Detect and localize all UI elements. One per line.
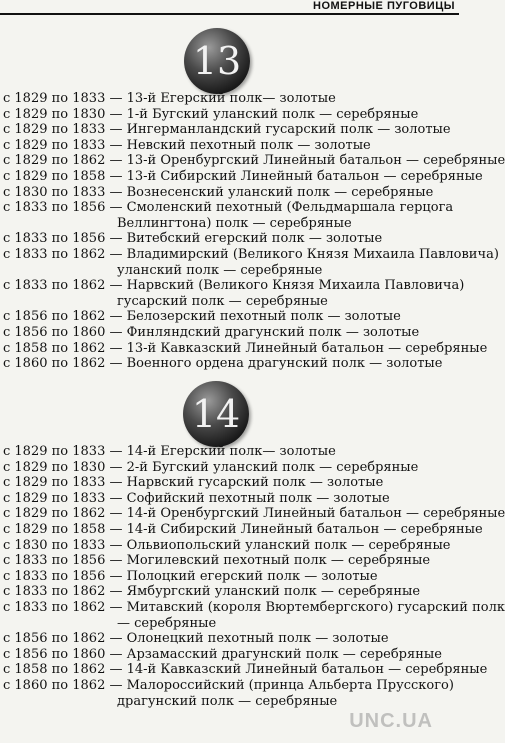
list-item-line (3, 91, 455, 107)
date-range: с 1829 по 1830 — (3, 459, 123, 475)
date-range: с 1829 по 1833 — (3, 490, 123, 506)
regiment-list-13 (3, 91, 505, 372)
date-range: с 1829 по 1833 — (3, 444, 123, 459)
date-range: с 1829 по 1862 — (3, 506, 123, 522)
date-range: с 1833 по 1862 — (3, 278, 123, 294)
list-item-line (3, 356, 455, 372)
list-item (3, 491, 455, 507)
number-badge-13: 13 (184, 28, 250, 94)
regiment-name: Вознесенский уланский полк — серебряные (126, 184, 434, 200)
header-rule (0, 13, 459, 15)
regiment-name: Невский пехотный полк — золотые (126, 137, 371, 153)
date-range: с 1829 по 1858 — (3, 168, 123, 184)
date-range: с 1856 по 1862 — (3, 309, 123, 325)
date-range: с 1860 по 1862 — (3, 356, 123, 372)
list-item (3, 460, 455, 476)
list-item (3, 647, 455, 663)
regiment-name: Смоленский пехотный (Фельдмаршала герцога (126, 200, 454, 216)
list-item-line (3, 521, 483, 538)
list-item (3, 200, 455, 231)
list-item (3, 246, 499, 278)
list-item (3, 553, 455, 569)
date-range: с 1833 по 1856 — (3, 200, 123, 216)
date-range: с 1830 по 1833 — (3, 184, 123, 200)
list-item (3, 506, 505, 522)
regiment-name: 13-й Оренбургский Линейный батальон — серебряные (126, 153, 505, 169)
list-item-line (3, 246, 499, 263)
list-item-line (3, 678, 455, 694)
date-range: с 1830 по 1833 — (3, 537, 123, 553)
list-item-line (3, 107, 455, 123)
running-header: НОМЕРНЫЕ ПУГОВИЦЫ (313, 0, 455, 12)
regiment-name-continuation: гусарский полк — серебряные (117, 293, 328, 309)
list-item (3, 475, 455, 491)
list-item-line (3, 584, 455, 600)
regiment-name: Владимирский (Великого Князя Михаила Павловича) (126, 246, 499, 262)
list-item-line (3, 122, 455, 138)
regiment-name: Полоцкий егерский полк — золотые (126, 568, 378, 584)
list-item-line (3, 185, 455, 201)
list-item-line (3, 506, 505, 522)
regiment-name: Финляндский драгунский полк — золотые (126, 324, 420, 340)
date-range: с 1858 по 1862 — (3, 340, 123, 356)
list-item (3, 107, 455, 123)
list-item (3, 91, 455, 107)
list-item-line (3, 475, 455, 491)
regiment-name: 2-й Бугский уланский полк — серебряные (126, 459, 419, 475)
date-range: с 1858 по 1862 — (3, 662, 123, 678)
list-item (3, 444, 455, 460)
regiment-name: 14-й Сибирский Линейный батальон — серебряные (126, 521, 483, 537)
list-item (3, 325, 455, 341)
regiment-name: Митавский (короля Вюртембергского) гусарский полк (126, 599, 505, 615)
date-range: с 1860 по 1862 — (3, 677, 123, 693)
regiment-name: Ямбургский уланский полк — серебряные (126, 584, 421, 600)
list-item (3, 185, 455, 201)
list-item (3, 122, 455, 138)
list-item-line (3, 231, 455, 247)
date-range: с 1829 по 1862 — (3, 153, 123, 169)
regiment-name: 14-й Оренбургский Линейный батальон — серебряные (126, 506, 505, 522)
list-item (3, 521, 483, 538)
regiment-name-continuation: Веллингтона) полк — серебряные (117, 215, 352, 231)
list-item-line (3, 662, 488, 678)
regiment-name: Олонецкий пехотный полк — золотые (126, 631, 389, 647)
list-item-line (3, 278, 465, 294)
date-range: с 1856 по 1862 — (3, 631, 123, 647)
list-item (3, 569, 455, 585)
list-item-line (3, 325, 455, 341)
date-range: с 1833 по 1856 — (3, 568, 123, 584)
regiment-name: Софийский пехотный полк — золотые (126, 490, 390, 506)
list-item (3, 538, 455, 554)
date-range: с 1833 по 1862 — (3, 599, 123, 615)
list-item-line (3, 168, 483, 185)
watermark: UNC.UA (349, 710, 433, 732)
list-item-line (3, 200, 455, 216)
date-range: с 1833 по 1856 — (3, 553, 123, 569)
list-item (3, 662, 488, 678)
list-item (3, 278, 465, 309)
regiment-name: Малороссийский (принца Альберта Прусского) (126, 677, 454, 693)
list-item-line (3, 340, 488, 357)
regiment-name: 14-й Егерский полк— золотые (126, 444, 336, 459)
date-range: с 1833 по 1862 — (3, 584, 123, 600)
regiment-name: Витебский егерский полк — золотые (126, 231, 383, 247)
date-range: с 1833 по 1856 — (3, 231, 123, 247)
date-range: с 1829 по 1858 — (3, 521, 123, 537)
list-item (3, 340, 488, 357)
list-item (3, 631, 455, 647)
list-item-line (3, 444, 455, 460)
date-range: с 1833 по 1862 — (3, 246, 123, 262)
regiment-list-14 (3, 444, 505, 709)
list-item-line (3, 309, 455, 325)
regiment-name: Ингерманландский гусарский полк — золотые (126, 122, 451, 138)
list-item (3, 138, 455, 154)
list-item (3, 168, 483, 185)
list-item-line (3, 138, 455, 154)
list-item (3, 599, 505, 631)
list-item-line (3, 491, 455, 507)
date-range: с 1829 по 1833 — (3, 475, 123, 491)
list-item-line (3, 599, 505, 616)
regiment-name: Белозерский пехотный полк — золотые (126, 309, 401, 325)
number-badge-14: 14 (183, 381, 249, 447)
list-item (3, 584, 455, 600)
regiment-name: 1-й Бугский уланский полк — серебряные (126, 106, 419, 122)
date-range: с 1829 по 1833 — (3, 137, 123, 153)
date-range: с 1856 по 1860 — (3, 646, 123, 662)
regiment-name-continuation: уланский полк — серебряные (117, 262, 323, 278)
list-item-line (3, 569, 455, 585)
list-item (3, 153, 505, 169)
list-item-line (3, 538, 455, 554)
list-item-line (3, 460, 455, 476)
list-item-line (3, 553, 455, 569)
regiment-name-continuation: драгунский полк — серебряные (117, 693, 338, 709)
regiment-name: Могилевский пехотный полк — серебряные (126, 553, 431, 569)
list-item (3, 356, 455, 372)
regiment-name: 14-й Кавказский Линейный батальон — серебряные (126, 662, 488, 678)
regiment-name: Военного ордена драгунский полк — золотые (126, 356, 443, 372)
list-item-line (3, 647, 455, 663)
regiment-name: 13-й Кавказский Линейный батальон — серебряные (126, 340, 488, 356)
regiment-name: 13-й Сибирский Линейный батальон — серебряные (126, 168, 483, 184)
date-range: с 1856 по 1860 — (3, 324, 123, 340)
list-item (3, 309, 455, 325)
regiment-name: Арзамасский драгунский полк — серебряные (126, 646, 442, 662)
regiment-name: Ольвиопольский уланский полк — серебряные (126, 537, 451, 553)
regiment-name-continuation: — серебряные (117, 615, 217, 631)
regiment-name: Нарвский (Великого Князя Михаила Павловича) (126, 278, 465, 294)
date-range: с 1829 по 1833 — (3, 91, 123, 106)
date-range: с 1829 по 1833 — (3, 122, 123, 138)
regiment-name: 13-й Егерский полк— золотые (126, 91, 336, 106)
regiment-name: Нарвский гусарский полк — золотые (126, 475, 384, 491)
list-item (3, 231, 455, 247)
list-item (3, 678, 455, 709)
list-item-line (3, 631, 455, 647)
list-item-line (3, 153, 505, 169)
date-range: с 1829 по 1830 — (3, 106, 123, 122)
